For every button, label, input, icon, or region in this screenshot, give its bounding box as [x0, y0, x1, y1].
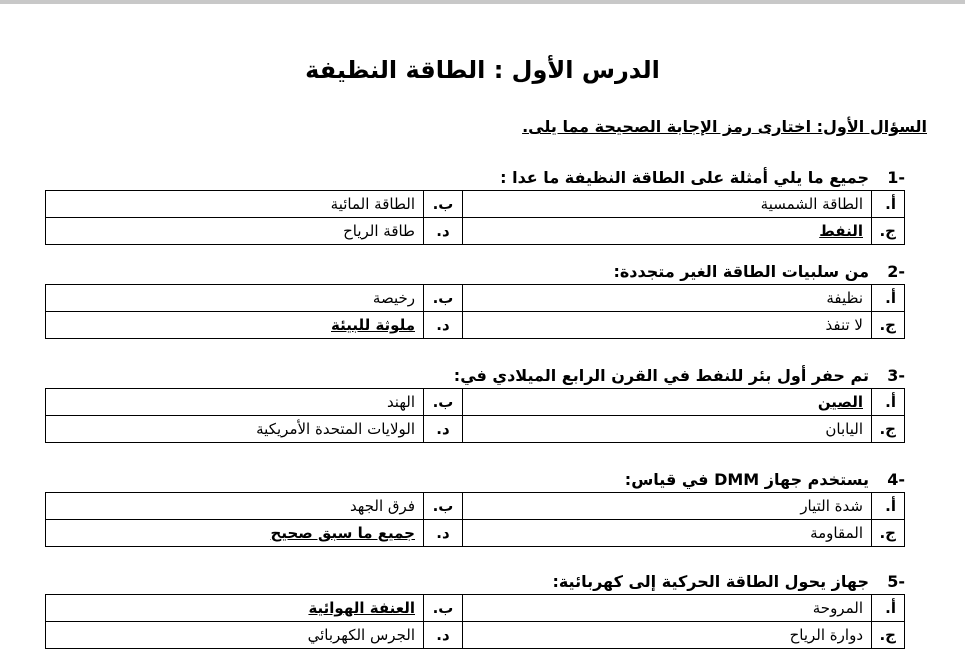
option-c[interactable]: دوارة الرياح: [463, 622, 872, 649]
options-row: [46, 389, 905, 416]
options-row: [46, 312, 905, 339]
option-letter-a: أ.: [872, 389, 905, 416]
option-b-correct[interactable]: العنفة الهوائية: [46, 595, 424, 622]
option-letter-b: ب.: [424, 595, 463, 622]
question-5: [45, 570, 905, 649]
option-letter-b: ب.: [424, 389, 463, 416]
question-1: [45, 166, 905, 245]
question-text: من سلبيات الطاقة الغير متجددة:: [613, 262, 869, 281]
options-row: [46, 595, 905, 622]
options-row: [46, 622, 905, 649]
option-a[interactable]: المروحة: [463, 595, 872, 622]
question-number: -4: [887, 470, 905, 489]
option-d[interactable]: الولايات المتحدة الأمريكية: [46, 416, 424, 443]
question-number: -1: [887, 168, 905, 187]
option-d[interactable]: طاقة الرياح: [46, 218, 424, 245]
option-letter-c: ج.: [872, 218, 905, 245]
option-letter-a: أ.: [872, 191, 905, 218]
question-4: [45, 468, 905, 547]
option-letter-b: ب.: [424, 493, 463, 520]
page-title: الدرس الأول : الطاقة النظيفة: [305, 56, 660, 84]
options-table: [45, 492, 905, 547]
options-row: [46, 191, 905, 218]
options-table: [45, 388, 905, 443]
option-letter-a: أ.: [872, 285, 905, 312]
option-letter-c: ج.: [872, 622, 905, 649]
question-number: -2: [887, 262, 905, 281]
options-row: [46, 493, 905, 520]
question-number: -3: [887, 366, 905, 385]
instruction-text: السؤال الأول: اختارى رمز الإجابة الصحيحة مما يلى.: [522, 117, 927, 136]
question-title: [45, 260, 905, 284]
option-letter-b: ب.: [424, 285, 463, 312]
option-letter-a: أ.: [872, 595, 905, 622]
question-number: -5: [887, 572, 905, 591]
question-3: [45, 364, 905, 443]
option-letter-c: ج.: [872, 520, 905, 547]
options-table: [45, 284, 905, 339]
options-row: [46, 520, 905, 547]
option-c[interactable]: اليابان: [463, 416, 872, 443]
option-c[interactable]: المقاومة: [463, 520, 872, 547]
option-d-correct[interactable]: جميع ما سبق صحيح: [46, 520, 424, 547]
option-letter-d: د.: [424, 312, 463, 339]
options-table: [45, 190, 905, 245]
question-title: [45, 166, 905, 190]
option-a-correct[interactable]: الصين: [463, 389, 872, 416]
option-letter-d: د.: [424, 520, 463, 547]
top-border: [0, 0, 965, 4]
option-b[interactable]: الهند: [46, 389, 424, 416]
question-text: جهاز يحول الطاقة الحركية إلى كهربائية:: [552, 572, 869, 591]
option-a[interactable]: الطاقة الشمسية: [463, 191, 872, 218]
question-text: يستخدم جهاز DMM في قياس:: [624, 470, 869, 489]
option-a[interactable]: نظيفة: [463, 285, 872, 312]
question-2: [45, 260, 905, 339]
option-letter-d: د.: [424, 218, 463, 245]
options-row: [46, 285, 905, 312]
option-c-correct[interactable]: النفط: [463, 218, 872, 245]
option-d-correct[interactable]: ملوثة للبيئة: [46, 312, 424, 339]
option-letter-c: ج.: [872, 312, 905, 339]
question-text: جميع ما يلي أمثلة على الطاقة النظيفة ما عدا :: [500, 168, 869, 187]
option-a[interactable]: شدة التيار: [463, 493, 872, 520]
option-letter-d: د.: [424, 622, 463, 649]
option-letter-a: أ.: [872, 493, 905, 520]
option-b[interactable]: رخيصة: [46, 285, 424, 312]
option-d[interactable]: الجرس الكهربائي: [46, 622, 424, 649]
options-row: [46, 416, 905, 443]
question-text: تم حفر أول بئر للنفط في القرن الرابع الميلادي في:: [453, 366, 869, 385]
question-title: [45, 570, 905, 594]
option-b[interactable]: الطاقة المائية: [46, 191, 424, 218]
option-letter-b: ب.: [424, 191, 463, 218]
option-b[interactable]: فرق الجهد: [46, 493, 424, 520]
option-letter-d: د.: [424, 416, 463, 443]
options-row: [46, 218, 905, 245]
question-title: [45, 468, 905, 492]
question-title: [45, 364, 905, 388]
option-letter-c: ج.: [872, 416, 905, 443]
option-c[interactable]: لا تنفذ: [463, 312, 872, 339]
options-table: [45, 594, 905, 649]
